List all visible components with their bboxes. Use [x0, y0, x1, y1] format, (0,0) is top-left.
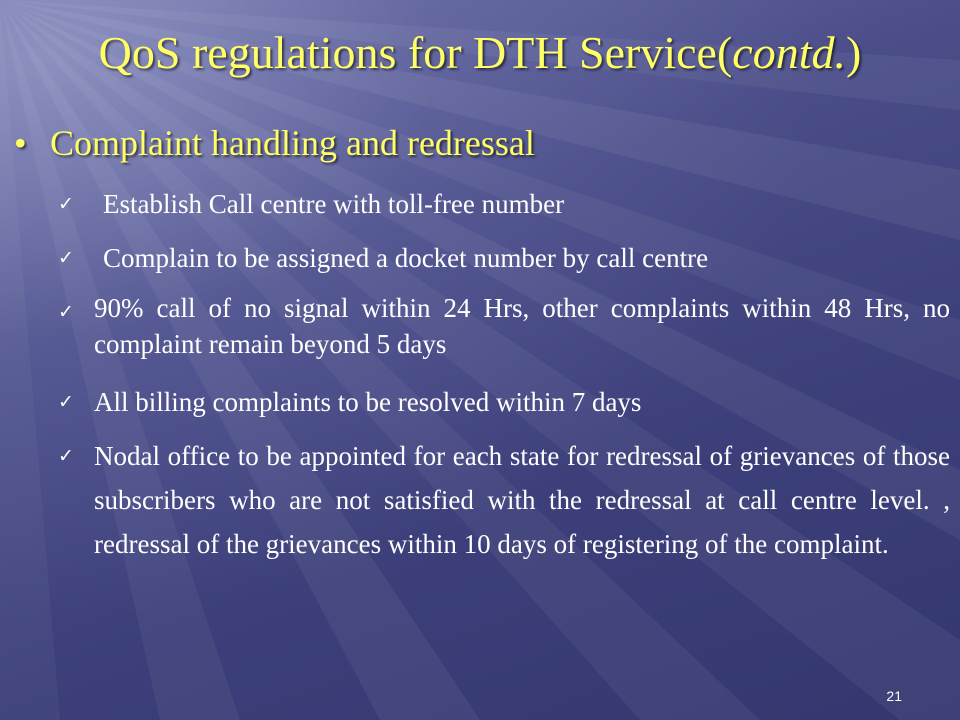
slide-title: [0, 28, 960, 79]
section-heading: [14, 122, 914, 165]
checkmark-icon: ✓: [58, 391, 74, 413]
list-item-text: Nodal office to be appointed for each state for redressal of grievances of those subscribers who are not satisfied with the redressal at call centre level. , redressal of the grievances within 10 days of registering of the complaint.: [94, 441, 950, 559]
list-item: [58, 434, 950, 566]
list-item: [58, 290, 950, 362]
page-number: 21: [886, 688, 902, 704]
list-item: [58, 182, 950, 226]
list-item: [58, 236, 950, 280]
bullet-dot: •: [14, 123, 27, 163]
checkmark-icon: ✓: [58, 247, 74, 269]
section-heading-text: Complaint handling and redressal: [50, 123, 535, 163]
list-item: [58, 380, 950, 424]
checklist: [58, 182, 950, 576]
list-item-text: Establish Call centre with toll-free number: [103, 189, 565, 219]
title-italic: contd.: [732, 27, 846, 78]
list-item-text: 90% call of no signal within 24 Hrs, other complaints within 48 Hrs, no complaint remain beyond 5 days: [94, 293, 950, 359]
list-item-text: All billing complaints to be resolved within 7 days: [94, 387, 642, 417]
list-item-text: Complain to be assigned a docket number by call centre: [103, 243, 709, 273]
title-main: QoS regulations for DTH Service(: [98, 27, 733, 78]
checkmark-icon: ✓: [58, 445, 74, 467]
checkmark-icon: ✓: [58, 193, 74, 215]
title-close: ): [846, 27, 862, 78]
checkmark-icon: ✓: [58, 301, 74, 323]
